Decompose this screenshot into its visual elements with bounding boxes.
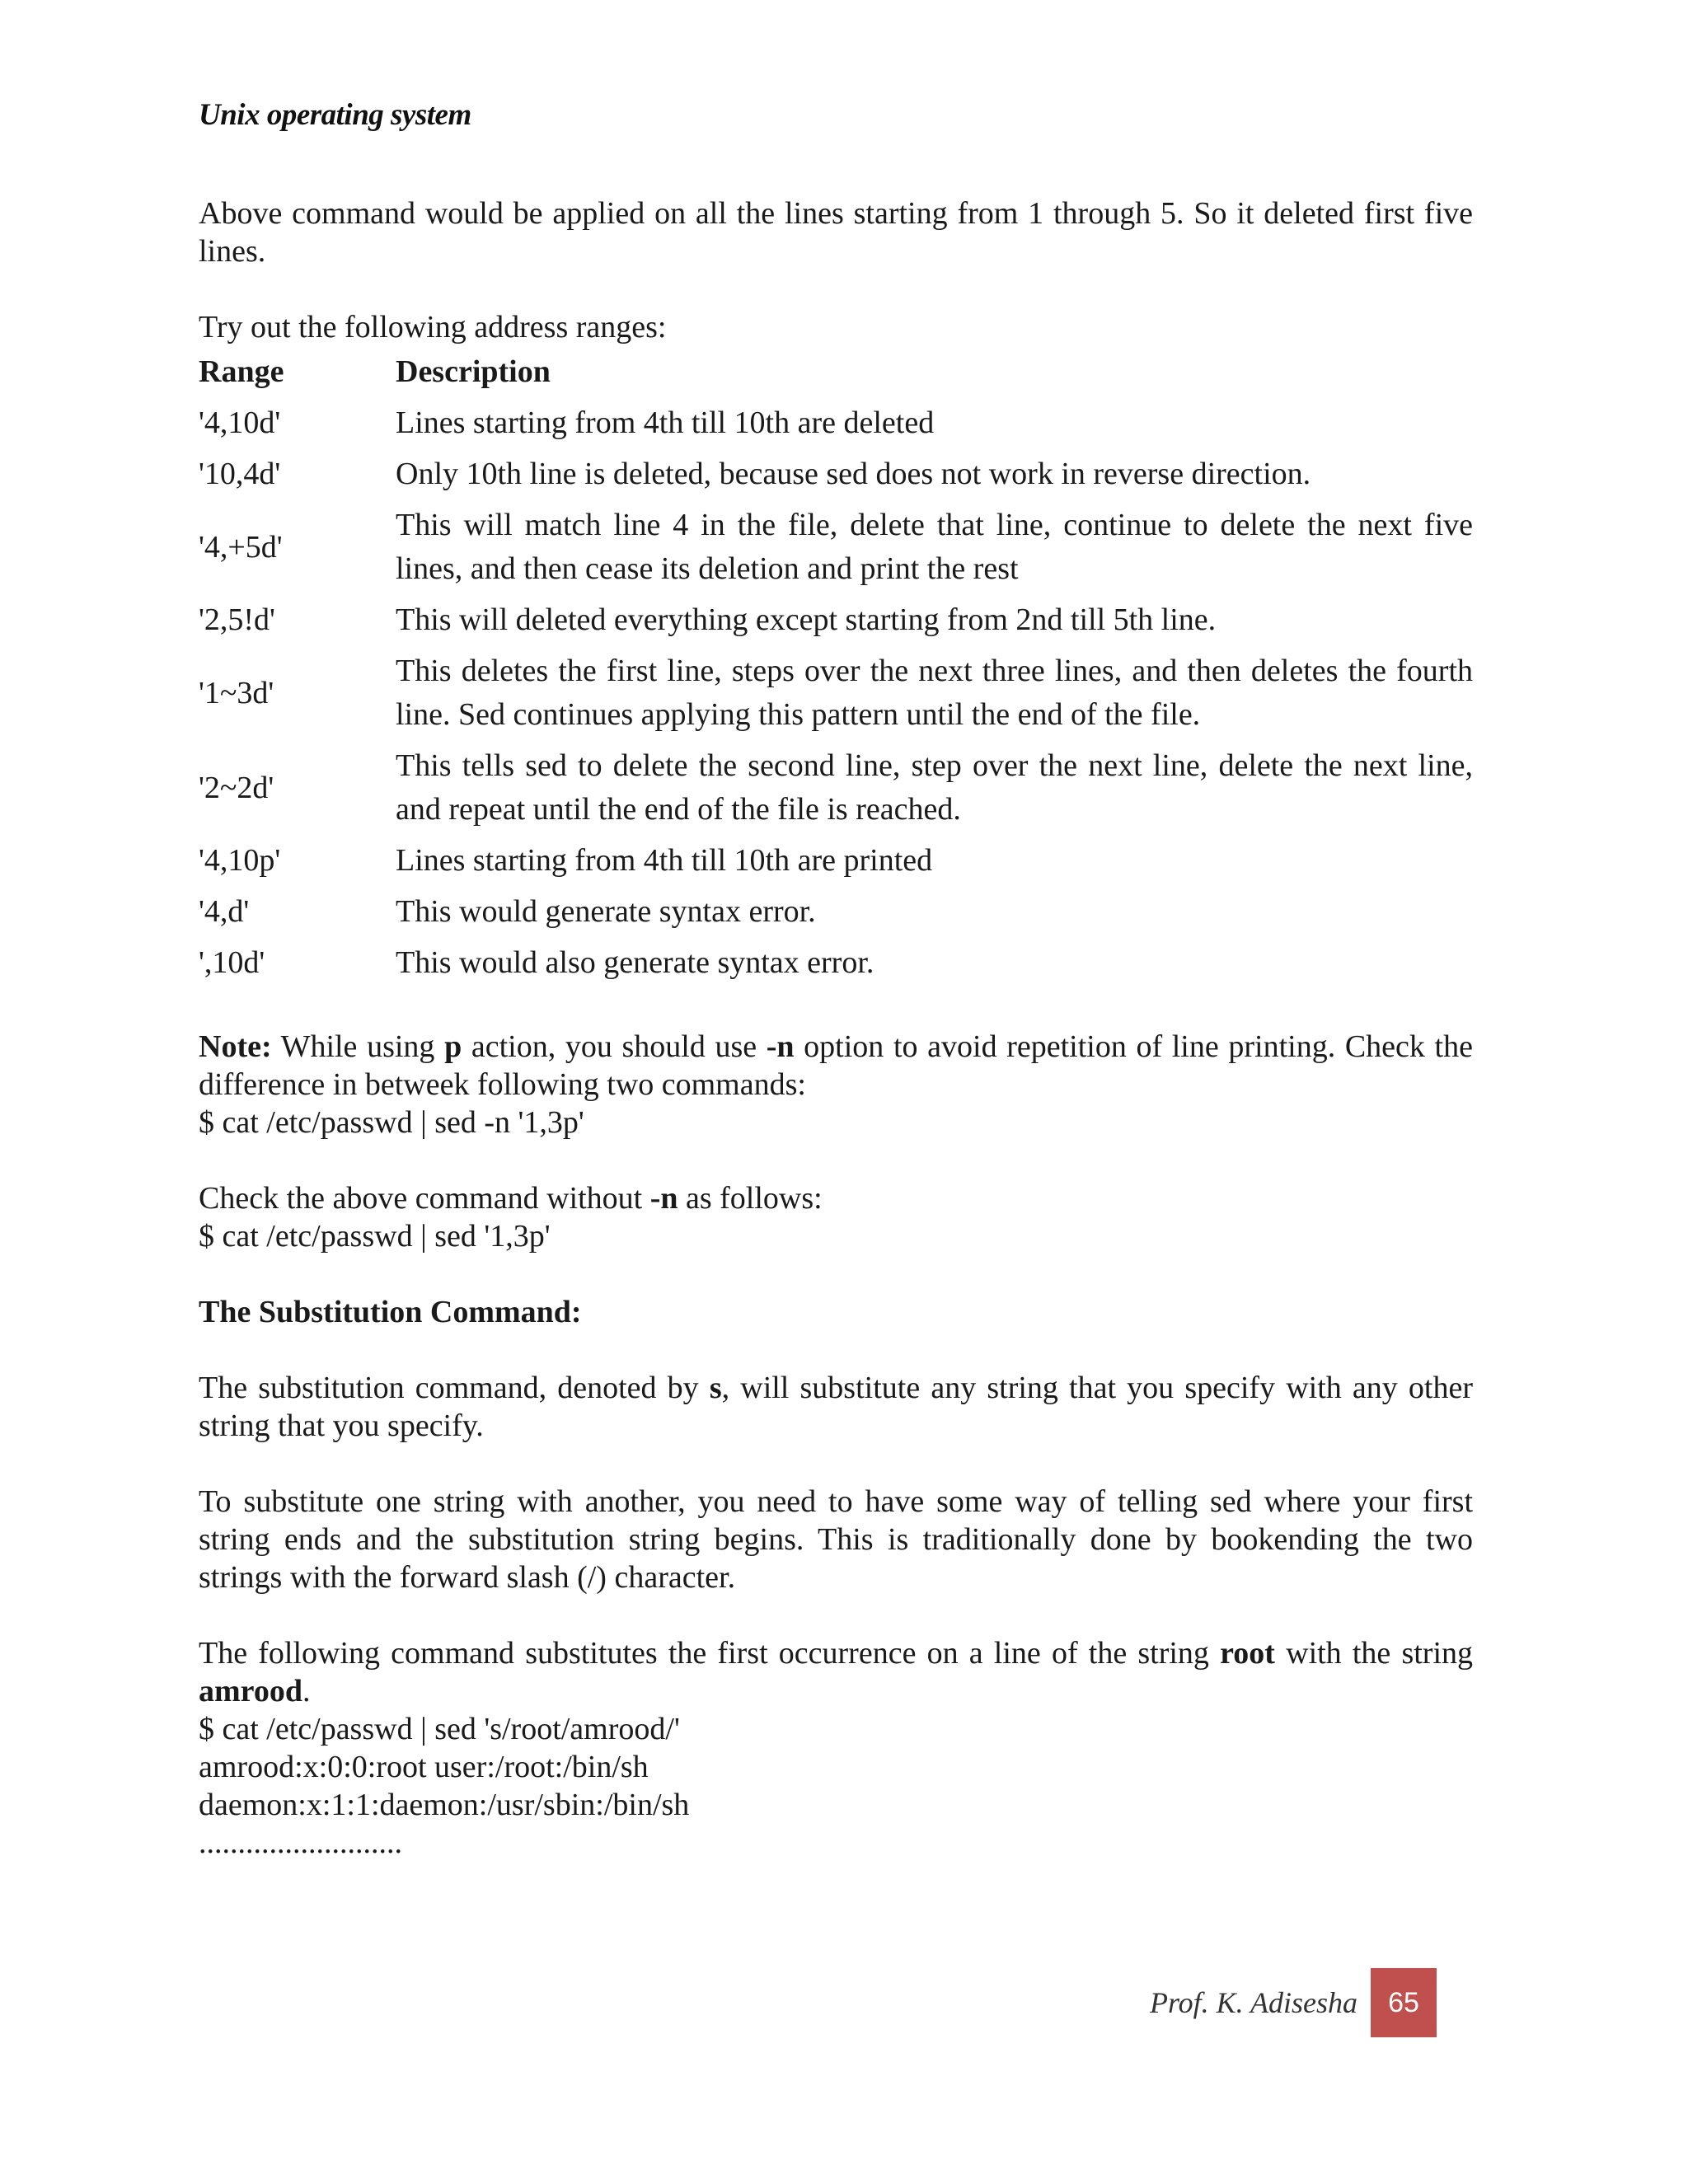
note-text: action, you should use — [462, 1029, 767, 1064]
note-text: While using — [271, 1029, 445, 1064]
n-option-keyword: -n — [766, 1029, 795, 1064]
table-row — [199, 740, 1473, 835]
description-cell: Lines starting from 4th till 10th are deleted — [396, 405, 935, 440]
page-content — [199, 194, 1473, 1862]
range-column-header: Range — [199, 354, 284, 389]
range-cell: '4,10p' — [199, 843, 281, 878]
table-row — [199, 937, 1473, 988]
description-cell: This would generate syntax error. — [396, 893, 816, 929]
command-output-ellipsis: .......................... — [199, 1825, 402, 1860]
range-cell: '2,5!d' — [199, 602, 275, 637]
table-row — [199, 886, 1473, 937]
n-option-keyword: -n — [649, 1181, 678, 1216]
paragraph-text: with the string — [1274, 1636, 1473, 1671]
address-ranges-intro: Try out the following address ranges: — [199, 310, 667, 344]
description-cell: This will deleted everything except starting from 2nd till 5th line. — [396, 602, 1217, 637]
table-row — [199, 397, 1473, 448]
range-cell: '4,10d' — [199, 405, 281, 440]
s-command-keyword: s — [709, 1371, 722, 1405]
page-header-title: Unix operating system — [199, 98, 471, 132]
substitution-paragraph — [199, 1634, 1473, 1710]
table-header-row — [199, 346, 1473, 397]
check-text: as follows: — [678, 1181, 823, 1216]
note-label: Note: — [199, 1029, 272, 1064]
command-example: $ cat /etc/passwd | sed -n '1,3p' — [199, 1105, 584, 1140]
intro-paragraph: Above command would be applied on all the lines starting from 1 through 5. So it deleted first five lines. — [199, 196, 1473, 269]
table-row — [199, 835, 1473, 886]
command-example: $ cat /etc/passwd | sed '1,3p' — [199, 1219, 551, 1254]
command-output-line: daemon:x:1:1:daemon:/usr/sbin:/bin/sh — [199, 1788, 690, 1822]
description-cell: This tells sed to delete the second line, step over the next line, delete the next line, and repeat until the end of the file is reached. — [396, 748, 1473, 827]
table-row — [199, 499, 1473, 594]
description-cell: This will match line 4 in the file, delete that line, continue to delete the next five lines, and then cease its deletion and print the rest — [396, 507, 1473, 586]
range-cell: '1~3d' — [199, 675, 274, 710]
paragraph-text: The following command substitutes the first occurrence on a line of the string — [199, 1636, 1221, 1671]
address-range-table — [199, 346, 1473, 988]
description-cell: Only 10th line is deleted, because sed does not work in reverse direction. — [396, 456, 1311, 491]
paragraph-text: . — [302, 1674, 311, 1708]
description-cell: This deletes the first line, steps over the next three lines, and then deletes the fourth line. Sed continues applying this pattern until the end of the file. — [396, 653, 1473, 732]
table-row — [199, 448, 1473, 499]
author-name: Prof. K. Adisesha — [1149, 1986, 1357, 2019]
range-cell: '2~2d' — [199, 770, 274, 805]
description-cell: This would also generate syntax error. — [396, 944, 874, 980]
check-paragraph — [199, 1179, 1473, 1217]
substitution-paragraph: To substitute one string with another, you need to have some way of telling sed where your first string ends and the substitution string begins. This is traditionally done by bookending the two strings with the forward slash (/) character. — [199, 1484, 1473, 1595]
range-cell: ',10d' — [199, 945, 265, 980]
command-output-line: amrood:x:0:0:root user:/root:/bin/sh — [199, 1750, 649, 1784]
range-cell: '4,+5d' — [199, 529, 283, 565]
table-row — [199, 645, 1473, 740]
amrood-keyword: amrood — [199, 1674, 302, 1708]
table-row — [199, 594, 1473, 645]
page-number-badge: 65 — [1371, 1968, 1437, 2037]
description-column-header: Description — [396, 354, 551, 389]
page-footer — [1150, 1968, 1437, 2037]
p-action-keyword: p — [444, 1029, 462, 1064]
section-heading: The Substitution Command: — [199, 1295, 582, 1329]
substitution-paragraph — [199, 1369, 1473, 1445]
root-keyword: root — [1220, 1636, 1275, 1671]
check-text: Check the above command without — [199, 1181, 650, 1216]
paragraph-text: The substitution command, denoted by — [199, 1371, 710, 1405]
note-paragraph — [199, 1028, 1473, 1104]
range-cell: '4,d' — [199, 894, 250, 929]
description-cell: Lines starting from 4th till 10th are printed — [396, 842, 933, 878]
paragraph-text: , will substitute any string that you specify with any other string that you specify. — [199, 1371, 1473, 1443]
note-text: option to avoid repetition of line printing. Check the difference in betweek following two commands: — [199, 1029, 1473, 1102]
command-example: $ cat /etc/passwd | sed 's/root/amrood/' — [199, 1712, 680, 1746]
range-cell: '10,4d' — [199, 457, 281, 491]
